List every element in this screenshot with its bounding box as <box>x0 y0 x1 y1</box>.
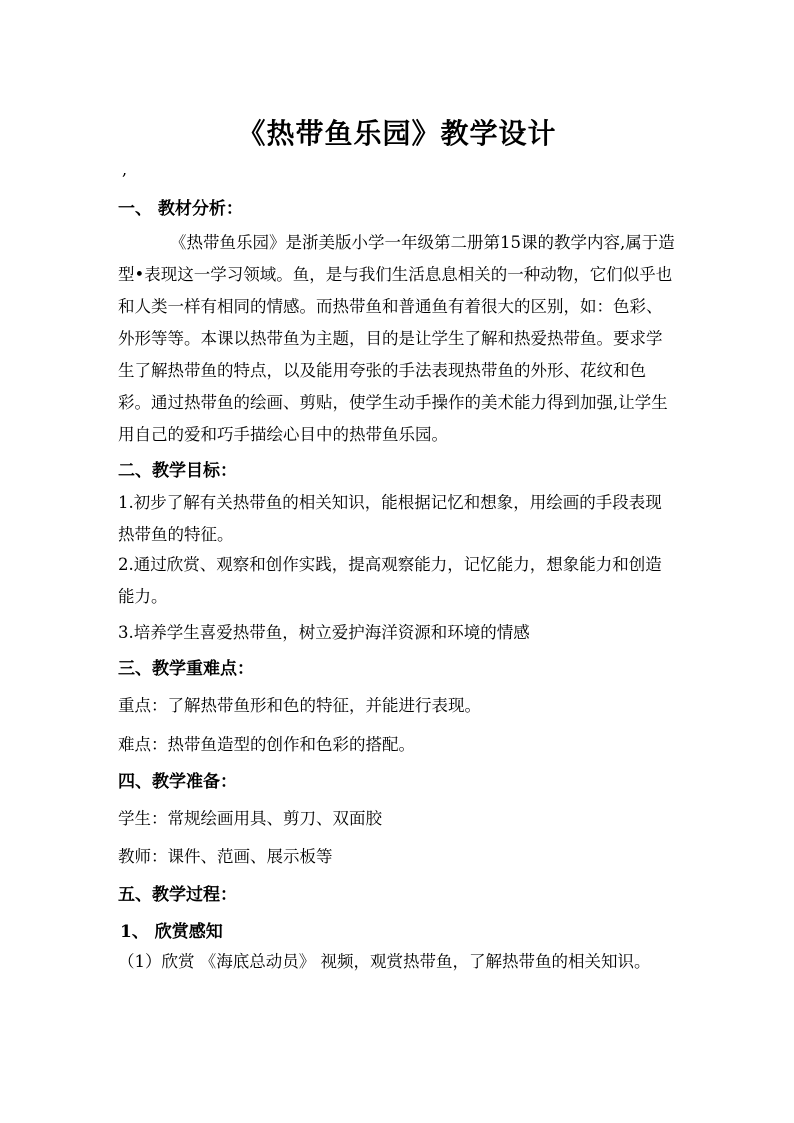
process-subheading-appreciation: 1、 欣赏感知 <box>120 922 223 942</box>
goal-3: 3.培养学生喜爱热带鱼，树立爱护海洋资源和环境的情感 <box>118 623 530 642</box>
section-heading-goals: 二、教学目标： <box>118 461 237 481</box>
page-title: 《热带鱼乐园》教学设计 <box>237 117 557 150</box>
materials-analysis-paragraph: 《热带鱼乐园》是浙美版小学一年级第二册第15课的教学内容,属于造型•表现这一学习领域。鱼，是与我们生活息息相关的一种动物，它们似乎也和人类一样有相同的情感。而热带鱼和普通鱼有着很大的区别，如：色彩、外形等等。本课以热带鱼为主题，目的是让学生了解和热爱热带鱼。要求学生了解热带鱼的特点，以及能用夸张的手法表现热带鱼的外形、花纹和色彩。通过热带鱼的绘画、剪贴，使学生动手操作的美术能力得到加强,让学生用自己的爱和巧手描绘心目中的热带鱼乐园。 <box>118 233 675 444</box>
goal-2: 2.通过欣赏、观察和创作实践，提高观察能力，记忆能力，想象能力和创造能力。 <box>118 555 662 606</box>
student-preparation: 学生：常规绘画用具、剪刀、双面胶 <box>118 809 382 828</box>
section-heading-materials: 一、 教材分析： <box>118 199 243 219</box>
teacher-preparation: 教师：课件、范画、展示板等 <box>118 847 333 866</box>
process-step-1: （1）欣赏 《海底总动员》 视频，观赏热带鱼，了解热带鱼的相关知识。 <box>118 952 651 971</box>
section-heading-process: 五、教学过程： <box>118 885 237 905</box>
section-heading-preparation: 四、教学准备： <box>118 772 237 792</box>
difficulty-point: 难点：热带鱼造型的创作和色彩的搭配。 <box>118 735 415 754</box>
section-heading-key-points: 三、教学重难点： <box>118 659 254 679</box>
key-point: 重点：了解热带鱼形和色的特征，并能进行表现。 <box>118 696 481 715</box>
stray-mark: , <box>122 160 128 179</box>
goal-1: 1.初步了解有关热带鱼的相关知识，能根据记忆和想象，用绘画的手段表现热带鱼的特征。 <box>118 493 662 544</box>
